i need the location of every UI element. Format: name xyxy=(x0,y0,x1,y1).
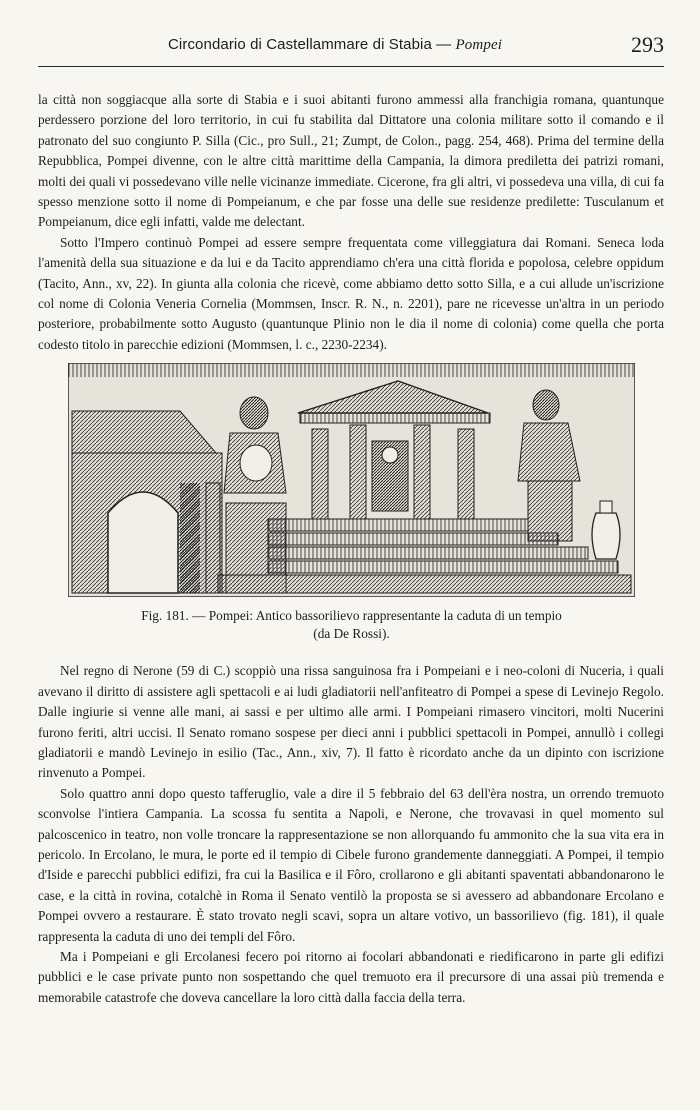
caption-line-1: Fig. 181. — Pompei: Antico bassorilievo rappresentante la caduta di un tempio xyxy=(141,608,562,624)
figure-bas-relief xyxy=(68,363,635,643)
running-title-italic: Pompei xyxy=(455,37,502,53)
caption-line-2: (da De Rossi). xyxy=(313,626,390,642)
body-text xyxy=(38,90,664,1008)
running-title: Circondario di Castellammare di Stabia — Pompei xyxy=(168,36,502,53)
running-header xyxy=(38,30,664,62)
page-number: 293 xyxy=(631,32,664,57)
paragraph-1: la città non soggiacque alla sorte di Stabia e i suoi abitanti furono ammessi alla franchigia romana, quantunque perdessero porzione del loro territorio, in cui fu stabilita dal Dittatore una colonia militare sotto il comando e il patronato del suo congiunto P. Silla (Cic., pro Sull., 21; Zumpt, de Colon., pagg. 254, 468). Prima del termine della Repubblica, Pompei divenne, con le altre città marittime della Campania, la dimora prediletta dei patrizi romani, molti dei quali vi possedevano ville nelle vicinanze immediate. Cicerone, fra gli altri, vi possedeva una villa, di cui fa spesso menzione sotto il nome di Pompeianum, e che par fosse una delle sue residenze predilette: Tusculanum et Pompeianum, dice egli infatti, valde me delectant. xyxy=(38,92,664,230)
figure-caption xyxy=(68,607,635,643)
bas-relief-illustration xyxy=(68,363,635,597)
paragraph-2: Sotto l'Impero continuò Pompei ad essere sempre frequentata come villeggiatura dai Romani. Seneca loda l'amenità della sua situazione e da lui e da Tacito apprendiamo ch'era una città florida e popolosa, celebre oppidum (Tacito, Ann., xv, 22). In giunta alla colonia che ricevè, come abbiamo detto sotto Silla, e a cui allude un'iscrizione col nome di Colonia Veneria Cornelia (Mommsen, Inscr. R. N., n. 2201), pare ne ricevesse un'altra in un periodo posteriore, probabilmente sotto Augusto (quantunque Plinio non le dia il nome di colonia) come quella che porta codesto titolo in parecchie edizioni (Mommsen, l. c., 2230-2234). xyxy=(38,234,664,352)
paragraph-4: Solo quattro anni dopo questo tafferuglio, vale a dire il 5 febbraio del 63 dell'èra nostra, un orrendo tremuoto sconvolse l'intiera Campania. La scossa fu sentita a Napoli, e Nerone, che trovavasi in quel momento sul palcoscenico in teatro, non volle troncare la rappresentazione se non allorquando fu ammonito che la sua vita era in pericolo. In Ercolano, le mura, le porte ed il tempio di Cibele furono grandemente danneggiati. A Pompei, il tempio d'Iside e parecchi pubblici edifizi, fra cui la Basilica e il Fôro, crollarono e gli abitanti spaventati abbandonarono le case, e la città in rovina, cotalchè in Roma il Senato ventilò la proposta se si avessero ad abbandonare Ercolano e Pompei ovvero a restaurare. È stato trovato negli scavi, sopra un altare votivo, un bassorilievo (fig. 181), il quale rappresenta la caduta di uno dei templi del Fôro. xyxy=(38,785,664,944)
paragraph-5: Ma i Pompeiani e gli Ercolanesi fecero poi ritorno ai focolari abbandonati e riedificarono in parte gli edifizi pubblici e le case private punto non sospettando che quel tremuoto era il precursore di una assai più tremenda e memorabile catastrofe che doveva cancellare la loro città dalla faccia della terra. xyxy=(38,948,664,1005)
page xyxy=(38,30,664,1005)
header-rule xyxy=(38,66,664,67)
paragraph-3: Nel regno di Nerone (59 di C.) scoppiò una rissa sanguinosa fra i Pompeiani e i neo-coloni di Nuceria, i quali avevano il diritto di assistere agli spettacoli e ai ludi gladiatorii nell'anfiteatro di Pompei a spese di Levinejo Regolo. Dalle ingiurie si venne alle mani, ai sassi e per ultimo alle armi. I Pompeiani rimasero vincitori, molti Nucerini furono feriti, altri uccisi. Il Senato romano sospese per dieci anni i pubblici spettacoli in Pompei, annullò i collegi gladiatorii e mandò Levinejo in esilio (Tac., Ann., xiv, 7). Il fatto è ricordato anche da un dipinto con iscrizione rinvenuto a Pompei. xyxy=(38,663,664,781)
